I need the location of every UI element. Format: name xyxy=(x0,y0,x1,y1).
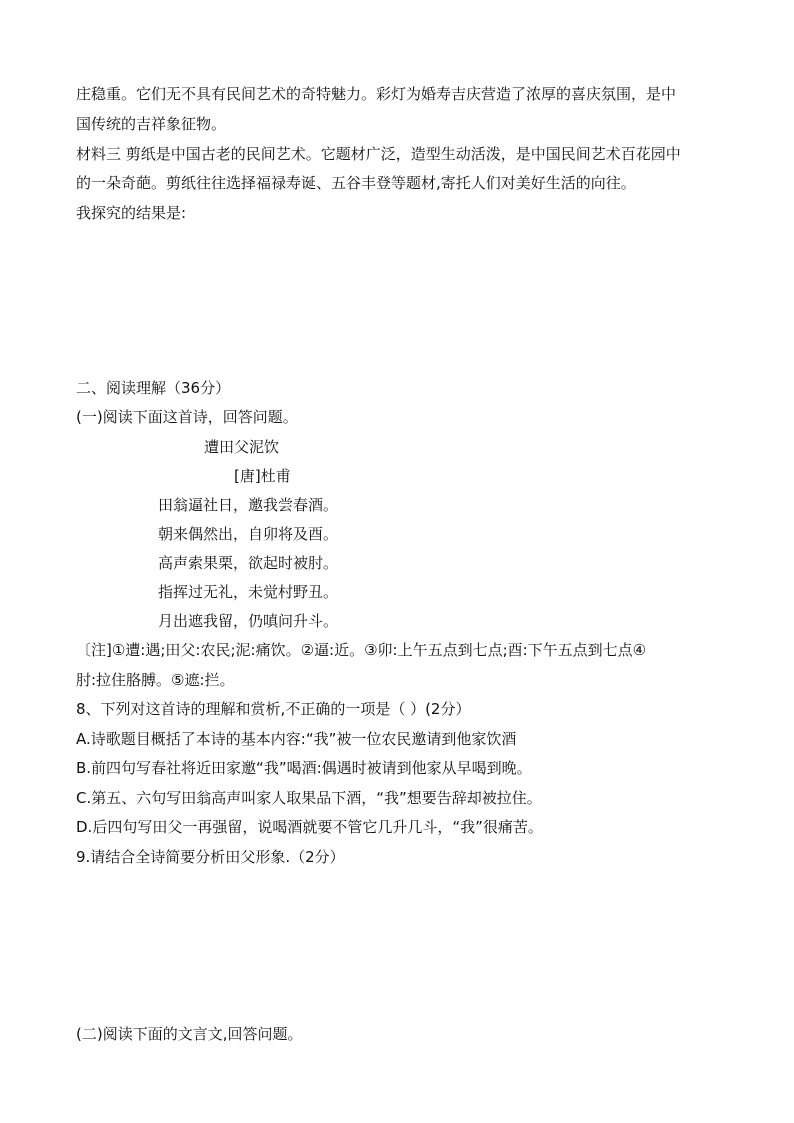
question-8-option-b: B.前四句写春社将近田家邀“我”喝酒:偶遇时被请到他家从早喝到晚。 xyxy=(76,759,532,777)
poem-line: 朝来偶然出，自卯将及酉。 xyxy=(158,525,339,543)
material-text-line: 庄稳重。它们无不具有民间艺术的奇特魅力。彩灯为婚寿吉庆营造了浓厚的喜庆氛围，是中 xyxy=(76,85,677,103)
material-three-line: 材料三 剪纸是中国古老的民间艺术。它题材广泛，造型生动活泼，是中国民间艺术百花园中 xyxy=(76,145,681,163)
question-9: 9.请结合全诗简要分析田父形象.（2分） xyxy=(76,848,345,866)
poem-line: 田翁逼社日，邀我尝春酒。 xyxy=(158,496,339,514)
question-8-stem: 8、下列对这首诗的理解和赏析,不正确的一项是（ ）(2分） xyxy=(76,700,471,718)
material-text-line: 国传统的吉祥象征物。 xyxy=(76,115,227,133)
part-one-intro: (一)阅读下面这首诗，回答问题。 xyxy=(76,408,298,426)
poem-line: 月出遮我留，仍嗔问升斗。 xyxy=(158,612,339,630)
poem-author: [唐]杜甫 xyxy=(234,467,291,485)
result-prompt: 我探究的结果是: xyxy=(76,204,187,222)
question-8-option-a: A.诗歌题目概括了本诗的基本内容:“我”被一位农民邀请到他家饮酒 xyxy=(76,730,517,748)
poem-line: 指挥过无礼，未觉村野丑。 xyxy=(158,583,339,601)
section-heading: 二、阅读理解（36分） xyxy=(76,379,231,397)
poem-line: 高声索果栗，欲起时被肘。 xyxy=(158,554,339,572)
question-8-option-c: C.第五、六句写田翁高声叫家人取果品下酒，“我”想要告辞却被拉住。 xyxy=(76,789,542,807)
poem-note: 〔注]①遭:遇;田父:农民;泥:痛饮。②逼:近。③卯:上午五点到七点;酉:下午五点到七点④ xyxy=(76,641,647,659)
part-two-intro: (二)阅读下面的文言文,回答问题。 xyxy=(76,1025,303,1043)
material-three-line: 的一朵奇葩。剪纸往往选择福禄寿诞、五谷丰登等题材,寄托人们对美好生活的向往。 xyxy=(76,174,636,192)
question-8-option-d: D.后四句写田父一再强留，说喝酒就要不管它几升几斗，“我”很痛苦。 xyxy=(76,818,543,836)
poem-note: 肘:拉住胳膊。⑤遮:拦。 xyxy=(76,671,235,689)
poem-title: 遭田父泥饮 xyxy=(204,438,280,456)
